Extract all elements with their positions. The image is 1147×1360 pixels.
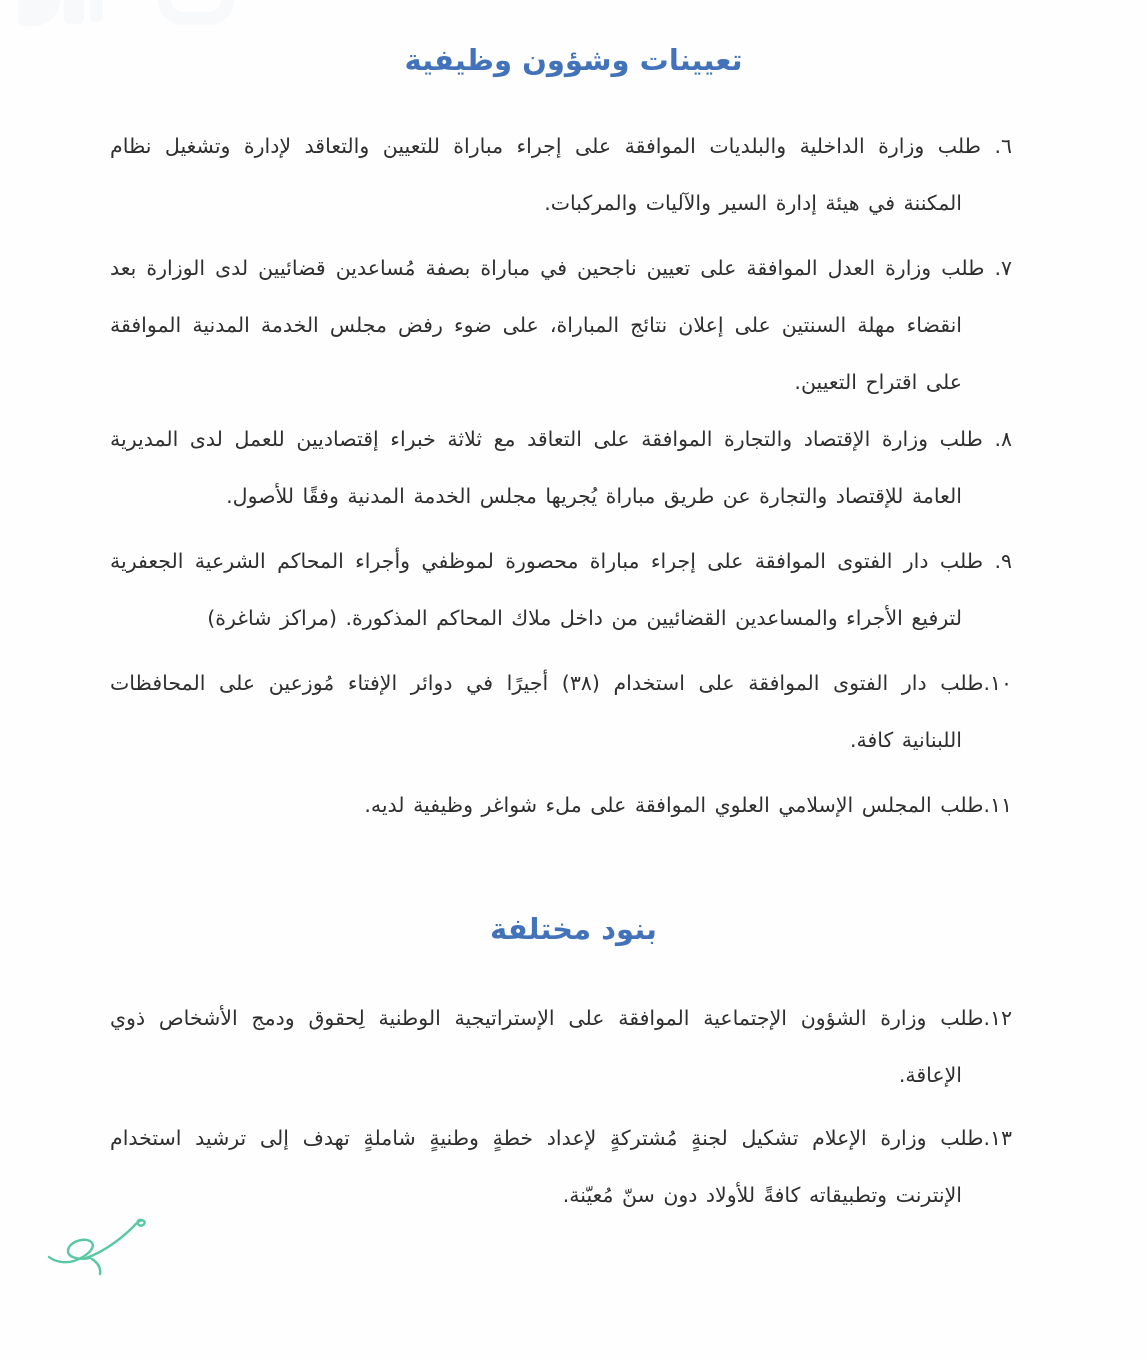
item-text: طلب وزارة الإعلام تشكيل لجنةٍ مُشتركةٍ لإعداد خطةٍ وطنيةٍ شاملةٍ تهدف إلى ترشيد استخدام الإنترنت وتطبيقاته كافةً للأولاد دون سنّ مُعيّنة. — [110, 1126, 984, 1207]
item-text: طلب وزارة الإقتصاد والتجارة الموافقة على التعاقد مع ثلاثة خبراء إقتصاديين للعمل لدى المديرية العامة للإقتصاد والتجارة عن طريق مباراة يُجريها مجلس الخدمة المدنية وفقًا للأصول. — [110, 427, 983, 508]
item-text: طلب وزارة الداخلية والبلديات الموافقة على إجراء مباراة للتعيين والتعاقد لإدارة وتشغيل نظام المكننة في هيئة إدارة السير والآليات والمركبات. — [110, 134, 981, 215]
list-item-7 — [110, 240, 1012, 411]
signature-icon — [46, 1210, 156, 1278]
list-item-11 — [110, 777, 1012, 834]
item-number: ٨. — [982, 427, 1012, 451]
item-text: طلب وزارة العدل الموافقة على تعيين ناجحين في مباراة بصفة مُساعدين قضائيين لدى الوزارة بعد انقضاء مهلة السنتين على إعلان نتائج المباراة، على ضوء رفض مجلس الخدمة المدنية الموافقة على اقتراح التعيين. — [110, 256, 985, 394]
item-text: طلب دار الفتوى الموافقة على إجراء مباراة محصورة لموظفي وأجراء المحاكم الشرعية الجعفرية لترفيع الأجراء والمساعدين القضائيين من داخل ملاك المحاكم المذكورة. (مراكز شاغرة) — [110, 549, 984, 630]
list-item-12 — [110, 990, 1012, 1104]
scan-artifact — [90, 0, 103, 22]
section-2-items — [0, 990, 1147, 1224]
list-item-10 — [110, 655, 1012, 769]
item-text: طلب دار الفتوى الموافقة على استخدام (٣٨) أجيرًا في دوائر الإفتاء مُوزعين على المحافظات اللبنانية كافة. — [110, 671, 984, 752]
list-item-8 — [110, 411, 1012, 525]
signature-tail-stroke — [92, 1259, 100, 1274]
item-number: ١٣. — [983, 1126, 1012, 1150]
signature-mark — [46, 1210, 156, 1278]
list-item-13 — [110, 1110, 1012, 1224]
item-number: ٩. — [983, 549, 1012, 573]
item-number: ١٢. — [983, 1006, 1012, 1030]
list-item-9 — [110, 533, 1012, 647]
item-number: ٦. — [980, 134, 1012, 158]
item-text: طلب وزارة الشؤون الإجتماعية الموافقة على الإستراتيجية الوطنية لِحقوق ودمج الأشخاص ذوي الإعاقة. — [110, 1006, 984, 1087]
list-item-6 — [110, 118, 1012, 232]
scan-artifact — [158, 0, 234, 25]
item-number: ٧. — [984, 256, 1012, 280]
section-title-misc: بنود مختلفة — [490, 912, 657, 946]
section-title-appointments: تعيينات وشؤون وظيفية — [404, 43, 743, 77]
item-text: طلب المجلس الإسلامي العلوي الموافقة على ملء شواغر وظيفية لديه. — [364, 793, 984, 817]
section-1-items — [0, 118, 1147, 834]
signature-diagonal-stroke — [86, 1220, 145, 1258]
item-number: ١٠. — [983, 671, 1012, 695]
item-number: ١١. — [983, 793, 1012, 817]
scan-artifact — [64, 0, 84, 24]
scan-artifact — [18, 0, 60, 26]
